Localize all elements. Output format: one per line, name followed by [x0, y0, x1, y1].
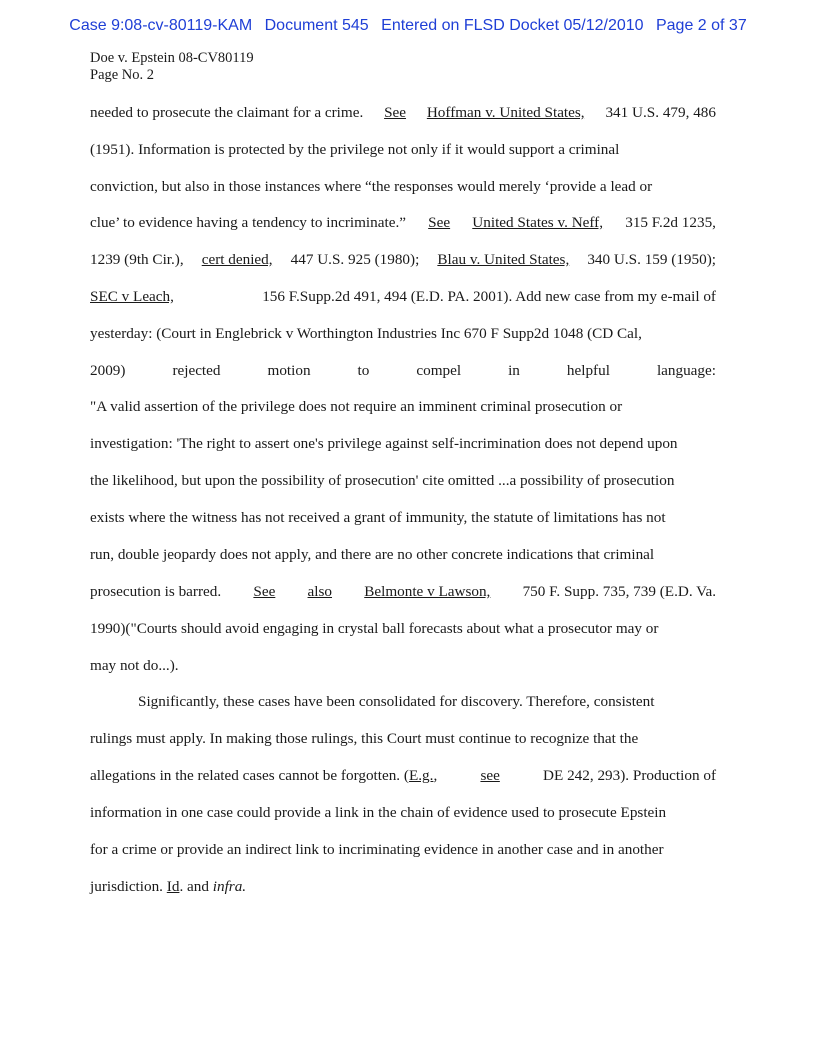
docket-stamp — [0, 17, 816, 35]
text-line: clue’ to evidence having a tendency to incriminate.” See United States v. Neff, 315 F.2d 1235, — [90, 214, 716, 231]
text-line: information in one case could provide a link in the chain of evidence used to prosecute Epstein — [90, 804, 667, 821]
text-line: allegations in the related cases cannot be forgotten. (E.g., see DE 242, 293). Production of — [90, 767, 716, 784]
page-number: Page No. 2 — [90, 67, 155, 83]
text-line: jurisdiction. Id. and infra. — [90, 878, 247, 895]
text-line: (1951). Information is protected by the privilege not only if it would support a criminal — [90, 141, 620, 158]
docket-entry: Entered on FLSD Docket 05/12/2010 — [381, 17, 644, 34]
citation-signal: See — [253, 583, 276, 600]
citation-signal: See — [384, 104, 407, 121]
text-line: "A valid assertion of the privilege does not require an imminent criminal prosecution or — [90, 398, 623, 415]
text-line: Significantly, these cases have been consolidated for discovery. Therefore, consistent — [138, 693, 655, 710]
text-line: yesterday: (Court in Englebrick v Worthington Industries Inc 670 F Supp2d 1048 (CD Cal, — [90, 325, 642, 342]
citation-signal: see — [480, 767, 500, 784]
citation-signal: cert denied, — [201, 251, 273, 268]
text-line: investigation: 'The right to assert one's privilege against self-incrimination does not depend upon — [90, 435, 678, 452]
text-line: conviction, but also in those instances where “the responses would merely ‘provide a lead or — [90, 178, 653, 195]
text-line: prosecution is barred. See also Belmonte v Lawson, 750 F. Supp. 735, 739 (E.D. Va. — [90, 583, 716, 600]
case-name: Blau v. United States, — [437, 251, 570, 268]
page-count: Page 2 of 37 — [655, 17, 747, 34]
citation-signal: infra. — [212, 878, 247, 895]
citation-signal: Id — [166, 878, 180, 895]
case-number: Case 9:08-cv-80119-KAM — [69, 17, 253, 34]
case-name: SEC v Leach, — [90, 288, 174, 305]
case-name: Hoffman v. United States, — [426, 104, 585, 121]
text-line: rulings must apply. In making those rulings, this Court must continue to recognize that the — [90, 730, 639, 747]
citation-signal: also — [307, 583, 333, 600]
text-line: exists where the witness has not received a grant of immunity, the statute of limitations has not — [90, 509, 666, 526]
text-line: 1239 (9th Cir.), cert denied, 447 U.S. 925 (1980); Blau v. United States, 340 U.S. 159 (1950); — [90, 251, 716, 268]
text-line: 1990)("Courts should avoid engaging in crystal ball forecasts about what a prosecutor may or — [90, 620, 659, 637]
citation-signal: See — [428, 214, 451, 231]
text-line: for a crime or provide an indirect link to incriminating evidence in another case and in another — [90, 841, 664, 858]
text-line: may not do...). — [90, 657, 179, 674]
text-line: run, double jeopardy does not apply, and there are no other concrete indications that criminal — [90, 546, 655, 563]
citation-signal: E.g. — [408, 767, 434, 784]
text-line: the likelihood, but upon the possibility of prosecution' cite omitted ...a possibility of prosecution — [90, 472, 675, 489]
case-name: Belmonte v Lawson, — [364, 583, 491, 600]
page-header — [90, 50, 254, 84]
document-number: Document 545 — [264, 17, 369, 34]
case-name: United States v. Neff, — [472, 214, 604, 231]
text-line: SEC v Leach, 156 F.Supp.2d 491, 494 (E.D. PA. 2001). Add new case from my e-mail of — [90, 288, 716, 305]
text-line: 2009) rejected motion to compel in helpful language: — [90, 362, 716, 379]
case-caption: Doe v. Epstein 08-CV80119 — [90, 50, 254, 66]
text-line: needed to prosecute the claimant for a crime. See Hoffman v. United States, 341 U.S. 479, 486 — [90, 104, 716, 121]
